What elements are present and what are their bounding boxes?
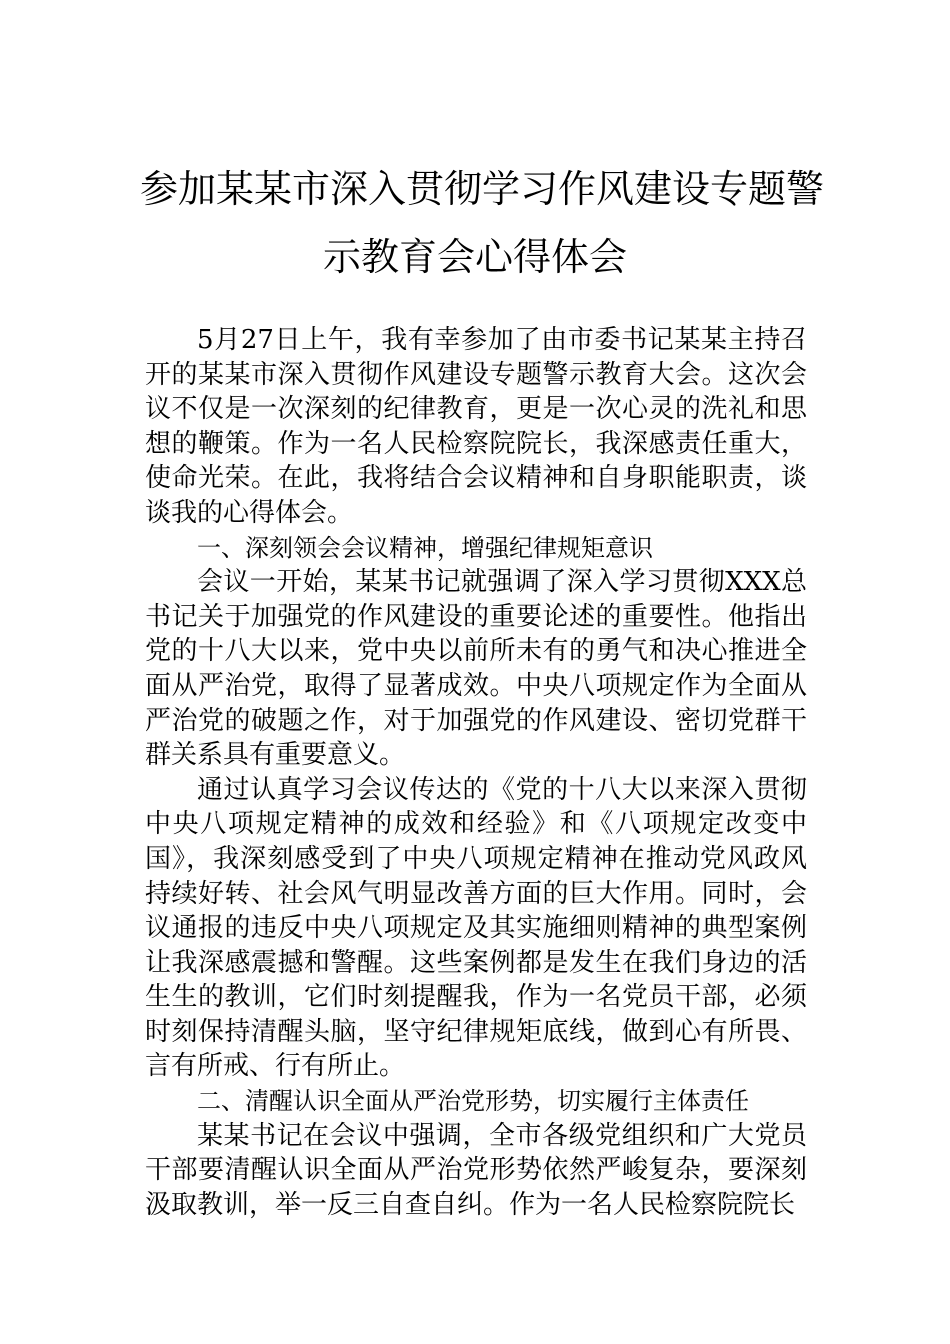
document-title-line-2: 示教育会心得体会	[322, 235, 627, 279]
section-heading-1: 一、深刻领会会议精神，增强纪律规矩意识	[197, 533, 653, 562]
body-paragraph: 通过认真学习会议传达的《党的十八大以来深入贯彻中央八项规定精神的成效和经验》和《八项规定改变中国》，我深刻感受到了中央八项规定精神在推动党风政风持续好转、社会风气明显改善方面的巨大作用。同时，会议通报的违反中央八项规定及其实施细则精神的典型案例让我深感震撼和警醒。这些案例都是发生在我们身边的活生生的教训，它们时刻提醒我，作为一名党员干部，必须时刻保持清醒头脑，坚守纪律规矩底线，做到心有所畏、言有所戒、行有所止。	[145, 774, 807, 1082]
section-heading-2: 二、清醒认识全面从严治党形势，切实履行主体责任	[197, 1087, 749, 1116]
document-body	[145, 323, 807, 1222]
body-paragraph: 某某书记在会议中强调，全市各级党组织和广大党员干部要清醒认识全面从严治党形势依然严峻复杂，要深刻汲取教训，举一反三自查自纠。作为一名人民检察院院长	[145, 1120, 807, 1220]
body-paragraph-intro: 5月27日上午，我有幸参加了由市委书记某某主持召开的某某市深入贯彻作风建设专题警示教育大会。这次会议不仅是一次深刻的纪律教育，更是一次心灵的洗礼和思想的鞭策。作为一名人民检察院院长，我深感责任重大，使命光荣。在此，我将结合会议精神和自身职能职责，谈谈我的心得体会。	[145, 325, 807, 528]
document-title-line-1: 参加某某市深入贯彻学习作风建设专题警	[140, 167, 825, 211]
body-paragraph: 会议一开始，某某书记就强调了深入学习贯彻XXX总书记关于加强党的作风建设的重要论述的重要性。他指出党的十八大以来，党中央以前所未有的勇气和决心推进全面从严治党，取得了显著成效。中央八项规定作为全面从严治党的破题之作，对于加强党的作风建设、密切党群干群关系具有重要意义。	[145, 567, 807, 771]
